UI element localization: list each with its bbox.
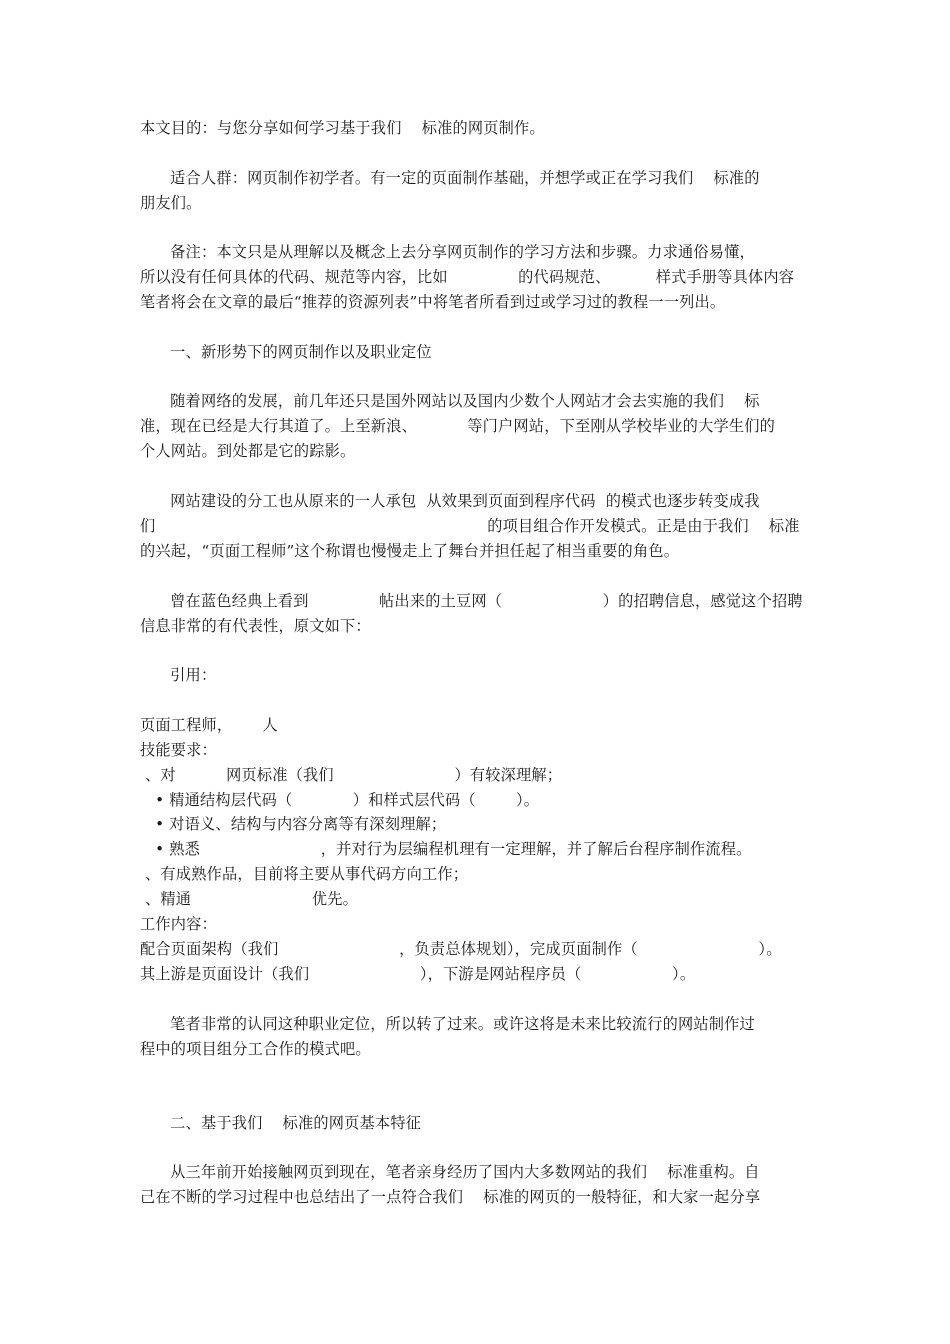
agree-line: 笔者非常的认同这种职业定位，所以转了过来。或许这将是未来比较流行的网站制作过 <box>140 1015 755 1033</box>
experience-line: 从三年前开始接触网页到现在，笔者亲身经历了国内大多数网站的我们 标准重构。自 <box>140 1163 760 1181</box>
note-line: 所以没有任何具体的代码、规范等内容，比如 的代码规范、 样式手册等具体内容 <box>140 268 795 286</box>
quote-line: • 熟悉 ，并对行为层编程机理有一定理解，并了解后台程序制作流程。 <box>140 840 752 858</box>
purpose-line: 本文目的：与您分享如何学习基于我们 标准的网页制作。 <box>140 119 545 137</box>
note-line: 备注：本文只是从理解以及概念上去分享网页制作的学习方法和步骤。力求通俗易懂， <box>140 243 755 261</box>
quote-line: 配合页面架构（我们 ，负责总体规划），完成页面制作（ ）。 <box>140 940 782 958</box>
quote-line: 、有成熟作品，目前将主要从事代码方向工作； <box>140 865 469 883</box>
development-line: 准，现在已经是大行其道了。上至新浪、 等门户网站，下至刚从学校毕业的大学生们的 <box>140 417 776 435</box>
experience-line: 己在不断的学习过程中也总结出了一点符合我们 标准的网页的一般特征，和大家一起分享 <box>140 1188 761 1206</box>
job-ad-line: 信息非常的有代表性，原文如下： <box>140 617 371 635</box>
quote-line: 、对 网页标准（我们 ）有较深理解； <box>140 766 563 784</box>
audience-line: 朋友们。 <box>140 194 202 212</box>
quote-line: 页面工程师， 人 <box>140 716 278 734</box>
quote-label: 引用： <box>140 666 217 684</box>
division-line: 的兴起，“页面工程师”这个称谓也慢慢走上了舞台并担任起了相当重要的角色。 <box>140 542 680 560</box>
audience-line: 适合人群：网页制作初学者。有一定的页面制作基础，并想学或正在学习我们 标准的 <box>140 169 760 187</box>
section-heading: 一、新形势下的网页制作以及职业定位 <box>140 343 432 361</box>
division-line: 们 的项目组合作开发模式。正是由于我们 标准 <box>140 517 800 535</box>
development-line: 随着网络的发展，前几年还只是国外网站以及国内少数个人网站才会去实施的我们 标 <box>140 392 760 410</box>
section-heading: 二、基于我们 标准的网页基本特征 <box>140 1114 422 1132</box>
quote-line: 、精通 优先。 <box>140 890 359 908</box>
quote-line: 其上游是页面设计（我们 ），下游是网站程序员（ ）。 <box>140 965 696 983</box>
note-line: 笔者将会在文章的最后“推荐的资源列表”中将笔者所看到过或学习过的教程一一列出。 <box>140 293 726 311</box>
development-line: 个人网站。到处都是它的踪影。 <box>140 442 356 460</box>
quote-line: • 对语义、结构与内容分离等有深刻理解； <box>140 815 447 833</box>
quote-line: 技能要求： <box>140 741 217 759</box>
quote-line: 工作内容： <box>140 915 217 933</box>
division-line: 网站建设的分工也从原来的一人承包 从效果到页面到程序代码 的模式也逐步转变成我 <box>140 492 760 510</box>
quote-line: • 精通结构层代码（ ）和样式层代码（ ）。 <box>140 791 540 809</box>
agree-line: 程中的项目组分工合作的模式吧。 <box>140 1040 371 1058</box>
job-ad-line: 曾在蓝色经典上看到 帖出来的土豆网（ ）的招聘信息，感觉这个招聘 <box>140 592 803 610</box>
